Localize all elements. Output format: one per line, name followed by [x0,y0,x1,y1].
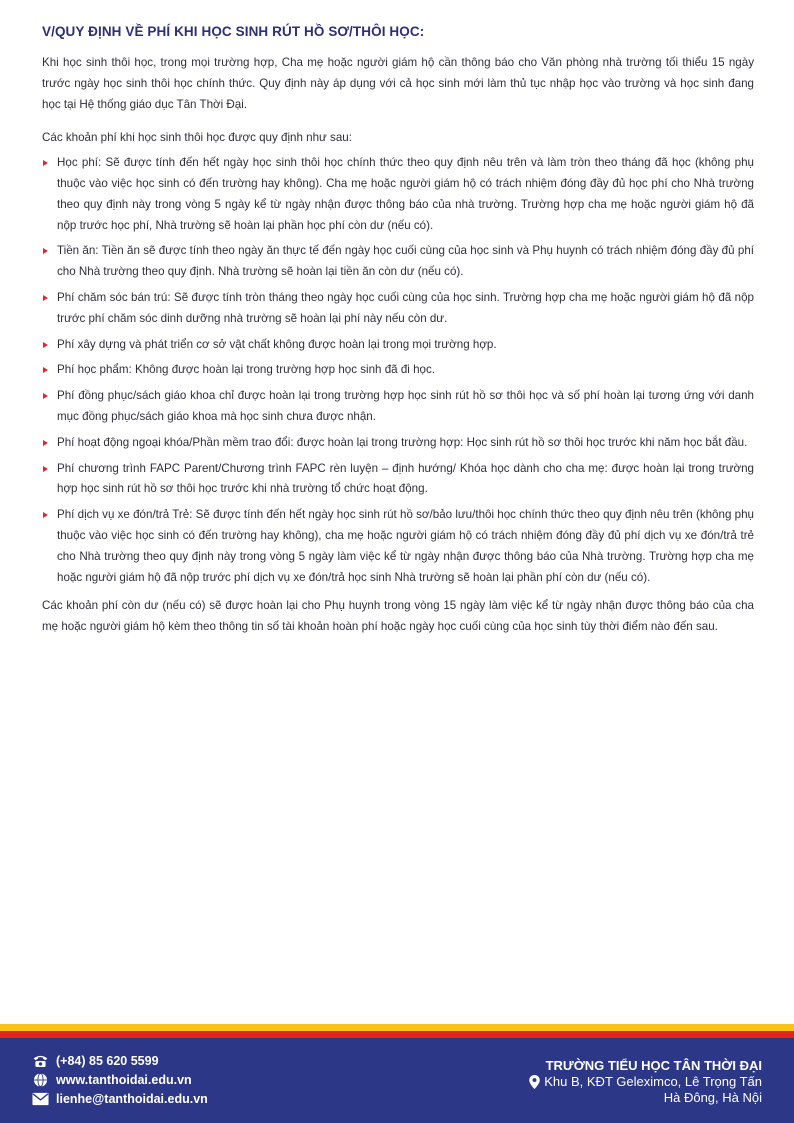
website-link[interactable]: www.tanthoidai.edu.vn [56,1073,192,1087]
policy-section [42,24,754,638]
bullet-icon [43,160,48,166]
bullet-icon [43,342,48,348]
bullet-icon [43,393,48,399]
fee-list-title: Các khoản phí khi học sinh thôi học được quy định như sau: [42,131,352,145]
footer-stripe-yellow [0,1024,794,1031]
bullet-icon [43,367,48,373]
bullet-icon [43,248,48,254]
footer-website [32,1073,192,1087]
email-link[interactable]: lienhe@tanthoidai.edu.vn [56,1092,208,1106]
phone-number[interactable]: (+84) 85 620 5599 [56,1054,159,1068]
fee-item-facilities: Phí xây dựng và phát triển cơ sở vật chất không được hoàn lại trong mọi trường hợp. [42,335,754,356]
school-name: TRƯỜNG TIỂU HỌC TÂN THỜI ĐẠI [545,1058,762,1073]
location-pin-icon [529,1075,540,1089]
closing-paragraph: Các khoản phí còn dư (nếu có) sẽ được hoàn lại cho Phụ huynh trong vòng 15 ngày làm việc kể từ ngày nhận được thông báo của cha mẹ hoặc người giám hộ kèm theo thông tin số tài khoản hoàn phí hoặc ngày học cuối cùng của học sinh tùy thời điểm nào đến sau. [42,599,754,634]
bullet-icon [43,295,48,301]
envelope-icon [32,1092,49,1106]
globe-icon [32,1073,49,1087]
fee-item-fapc: Phí chương trình FAPC Parent/Chương trình FAPC rèn luyện – định hướng/ Khóa học dành cho cha mẹ: được hoàn lại trong trường hợp học sinh rút hồ sơ thôi học trước khi nhà trường tổ chức hoạt động. [42,459,754,501]
footer [0,1038,794,1123]
fee-item-bus: Phí dịch vụ xe đón/trả Trẻ: Sẽ được tính đến hết ngày học sinh rút hồ sơ/bảo lưu/thôi học chính thức theo quy định nêu trên (không phụ thuộc vào việc học sinh có đến trường hay không), cha mẹ hoặc người giám hộ có trách nhiệm đóng đầy đủ phí dịch vụ xe đón/trả trẻ cho Nhà trường theo quy định này trong vòng 5 ngày làm việc kể từ ngày nhận được thông báo của Nhà trường. Trường hợp cha mẹ hoặc người giám hộ đã nộp trước phí dịch vụ xe đón/trả học sinh Nhà trường sẽ hoàn lại phần phí còn dư (nếu có). [42,505,754,588]
fee-item-extracurricular: Phí hoạt động ngoại khóa/Phần mềm trao đổi: được hoàn lại trong trường hợp: Học sinh rút hồ sơ thôi học trước khi năm học bắt đầu. [42,433,754,454]
fee-item-boarding-care: Phí chăm sóc bán trú: Sẽ được tính tròn tháng theo ngày học cuối cùng của học sinh. Trường hợp cha mẹ hoặc người giám hộ đã nộp trước phí chăm sóc dinh dưỡng nhà trường sẽ hoàn lại phí này nếu còn dư. [42,288,754,330]
bullet-icon [43,512,48,518]
section-heading: V/QUY ĐỊNH VỀ PHÍ KHI HỌC SINH RÚT HỒ SƠ/THÔI HỌC: [42,24,425,39]
fee-item-supplies: Phí học phẩm: Không được hoàn lại trong trường hợp học sinh đã đi học. [42,360,754,381]
footer-email [32,1092,208,1106]
footer-stripe-red [0,1031,794,1038]
address-line-1: Khu B, KĐT Geleximco, Lê Trọng Tấn [529,1074,762,1089]
phone-icon [32,1054,49,1068]
intro-paragraph: Khi học sinh thôi học, trong mọi trường hợp, Cha mẹ hoặc người giám hộ cần thông báo cho Văn phòng nhà trường tối thiểu 15 ngày trước ngày học sinh thôi học chính thức. Quy định này áp dụng với cả học sinh mới làm thủ tục nhập học vào trường và học sinh đang học tại Hệ thống giáo dục Tân Thời Đại. [42,56,754,111]
fee-list [42,153,754,588]
footer-phone [32,1054,159,1068]
fee-item-meals: Tiền ăn: Tiền ăn sẽ được tính theo ngày ăn thực tế đến ngày học cuối cùng của học sinh và Phụ huynh có trách nhiệm đóng đầy đủ phí cho Nhà trường theo quy định. Nhà trường sẽ hoàn lại tiền ăn còn dư (nếu có). [42,241,754,283]
bullet-icon [43,466,48,472]
address-line-2: Hà Đông, Hà Nội [663,1090,762,1105]
fee-item-tuition: Học phí: Sẽ được tính đến hết ngày học sinh thôi học chính thức theo quy định nêu trên và làm tròn theo tháng đã học (không phụ thuộc vào việc học sinh có đến trường hay không). Cha mẹ hoặc người giám hộ có trách nhiệm đóng đầy đủ học phí cho Nhà trường theo quy định này trong vòng 5 ngày kể từ ngày nhận được thông báo của nhà trường. Trường hợp cha mẹ hoặc người giám hộ đã nộp trước học phí, Nhà trường sẽ hoàn lại phần học phí còn dư (nếu có). [42,153,754,236]
fee-item-uniform-books: Phí đồng phục/sách giáo khoa chỉ được hoàn lại trong trường hợp học sinh rút hồ sơ thôi học và số phí hoàn lại tương ứng với danh mục đồng phục/sách giáo khoa mà học sinh chưa được nhận. [42,386,754,428]
bullet-icon [43,440,48,446]
